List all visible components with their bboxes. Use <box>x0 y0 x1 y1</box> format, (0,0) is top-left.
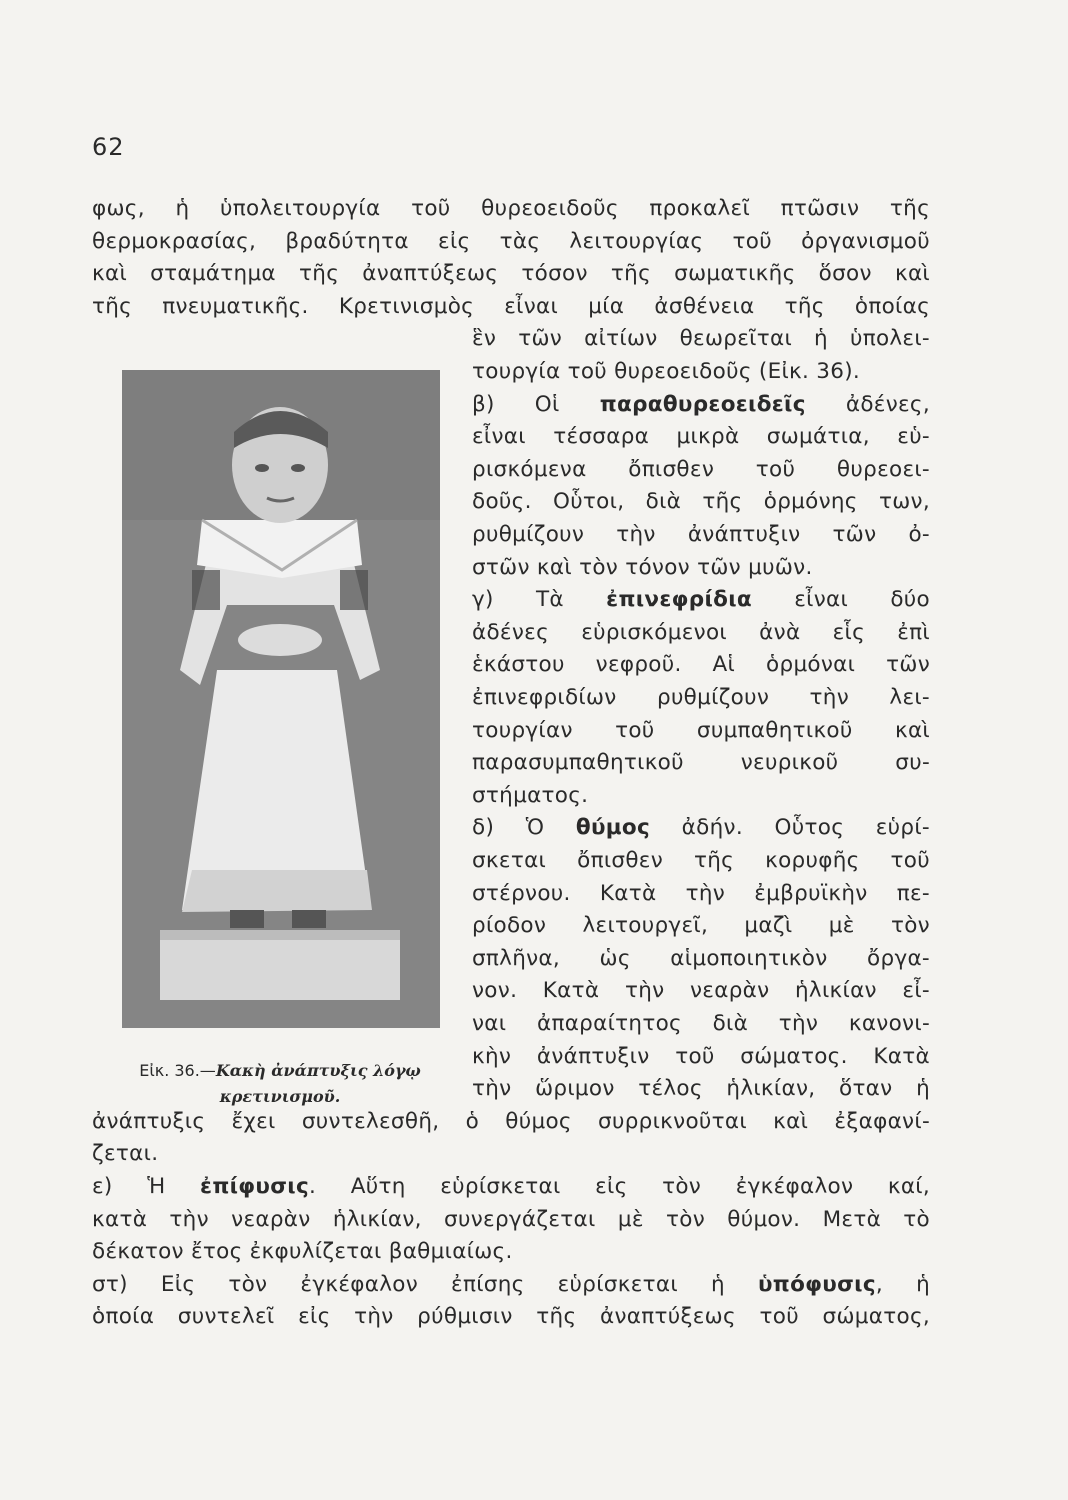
text-line: κατὰ τὴν νεαρὰν ἡλικίαν, συνεργάζεται μὲ τὸν θύμον. Μετὰ τὸ <box>92 1206 930 1232</box>
bold-term: θύμος <box>575 815 651 841</box>
text-line: ζεται. <box>92 1141 159 1167</box>
text-line: νον. Κατὰ τὴν νεαρὰν ἡλικίαν εἶ- <box>472 978 930 1004</box>
text-line: στέρνου. Κατὰ τὴν ἐμβρυϊκὴν πε- <box>472 880 930 906</box>
text-run: ἀδένες, <box>805 391 930 417</box>
text-run: γ) Τὰ <box>472 587 607 613</box>
text-line: στῶν καὶ τὸν τόνον τῶν μυῶν. <box>472 554 813 580</box>
text-run: ἀδήν. Οὗτος εὑρί- <box>650 815 930 841</box>
text-run: ε) Ἡ <box>92 1174 201 1199</box>
text-line <box>472 389 930 421</box>
text-run: , ἡ <box>875 1271 930 1297</box>
text-line: ρυθμίζουν τὴν ἀνάπτυξιν τῶν ὀ- <box>472 522 930 547</box>
bold-term: ἐπίφυσις <box>200 1174 310 1199</box>
text-line: καὶ σταμάτημα τῆς ἀναπτύξεως τόσον τῆς σωματικῆς ὅσον καὶ <box>92 261 930 287</box>
figure-label: Εἰκ. 36.— <box>139 1061 216 1080</box>
text-line <box>472 584 930 616</box>
text-line: ὁποία συντελεῖ εἰς τὴν ρύθμισιν τῆς ἀναπτύξεως τοῦ σώματος, <box>92 1304 930 1330</box>
text-line: κὴν ἀνάπτυξιν τοῦ σώματος. Κατὰ <box>472 1043 930 1069</box>
figure-caption-line1: Κακὴ ἀνάπτυξις λόγῳ <box>215 1061 421 1080</box>
photo-of-child-in-dress <box>122 370 440 1028</box>
text-line: εἶναι τέσσαρα μικρὰ σωμάτια, εὑ- <box>472 424 930 450</box>
bold-term: ἐπινεφρίδια <box>606 587 752 613</box>
page-number: 62 <box>92 133 125 161</box>
figure-photograph <box>122 370 440 1028</box>
figure-caption <box>100 1058 460 1110</box>
text-line <box>472 812 930 844</box>
text-line: ρισκόμενα ὄπισθεν τοῦ θυρεοει- <box>472 456 930 482</box>
text-line: ἀνάπτυξις ἔχει συντελεσθῆ, ὁ θύμος συρρικνοῦται καὶ ἐξαφανί- <box>92 1108 930 1134</box>
text-run: β) Οἱ <box>472 391 600 417</box>
text-line: στήματος. <box>472 782 589 808</box>
text-line: ἑκάστου νεφροῦ. Αἱ ὁρμόναι τῶν <box>472 652 930 678</box>
text-line: θερμοκρασίας, βραδύτητα εἰς τὰς λειτουργίας τοῦ ὀργανισμοῦ <box>92 228 930 254</box>
text-line: ἓν τῶν αἰτίων θεωρεῖται ἡ ὑπολει- <box>472 326 930 352</box>
text-line: ἐπινεφριδίων ρυθμίζουν τὴν λει- <box>472 685 930 710</box>
text-line: ρίοδον λειτουργεῖ, μαζὶ μὲ τὸν <box>472 913 930 939</box>
text-run: στ) Εἰς τὸν ἐγκέφαλον ἐπίσης εὑρίσκεται ἡ <box>92 1271 758 1297</box>
text-line: δέκατον ἔτος ἐκφυλίζεται βαθμιαίως. <box>92 1239 513 1265</box>
text-line: ἀδένες εὑρισκόμενοι ἀνὰ εἷς ἐπὶ <box>472 619 930 645</box>
text-line <box>92 1171 930 1203</box>
text-run: δ) Ὁ <box>472 815 576 841</box>
text-line: φως, ἡ ὑπολειτουργία τοῦ θυρεοειδοῦς προκαλεῖ πτῶσιν τῆς <box>92 196 930 221</box>
text-line: δοῦς. Οὗτοι, διὰ τῆς ὁρμόνης των, <box>472 489 930 515</box>
bold-term: παραθυρεοειδεῖς <box>599 391 806 417</box>
text-line: τὴν ὥριμον τέλος ἡλικίαν, ὅταν ἡ <box>472 1076 930 1102</box>
bold-term: ὑπόφυσις <box>757 1271 876 1297</box>
text-line: τουργία τοῦ θυρεοειδοῦς (Εἰκ. 36). <box>472 359 861 384</box>
text-line: σπλῆνα, ὡς αἱμοποιητικὸν ὄργα- <box>472 945 930 971</box>
text-line: παρασυμπαθητικοῦ νευρικοῦ συ- <box>472 750 930 776</box>
figure-caption-line2: κρετινισμοῦ. <box>219 1087 341 1106</box>
text-run: εἶναι δύο <box>751 587 930 613</box>
text-line: τουργίαν τοῦ συμπαθητικοῦ καὶ <box>472 717 930 743</box>
text-line: ναι ἀπαραίτητος διὰ τὴν κανονι- <box>472 1011 930 1036</box>
text-line <box>92 1269 930 1301</box>
text-line: τῆς πνευματικῆς. Κρετινισμὸς εἶναι μία ἀσθένεια τῆς ὁποίας <box>92 293 930 319</box>
text-line: σκεται ὄπισθεν τῆς κορυφῆς τοῦ <box>472 848 930 873</box>
text-run: . Αὕτη εὑρίσκεται εἰς τὸν ἐγκέφαλον καί, <box>309 1174 930 1199</box>
